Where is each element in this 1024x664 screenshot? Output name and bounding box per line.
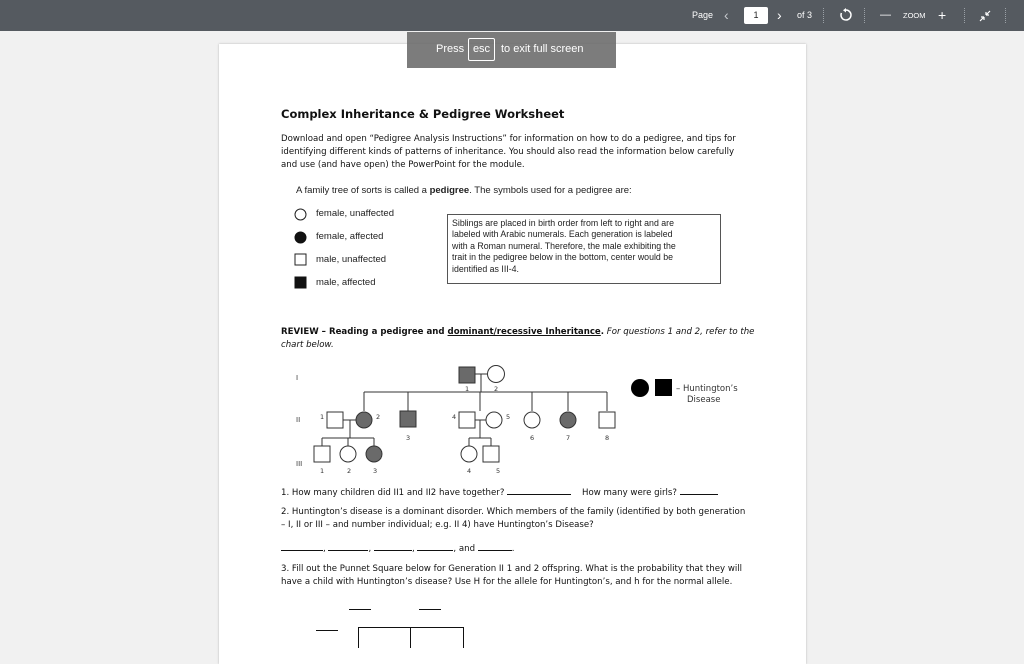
pedigree-III-1	[314, 446, 330, 462]
pedigree-III-2	[340, 446, 356, 462]
pedigree-number: 4	[467, 467, 472, 475]
viewer-toolbar	[0, 0, 1024, 31]
answer-blank[interactable]	[680, 485, 718, 495]
symbol-label: female, unaffected	[316, 208, 394, 219]
pedigree-I-1	[459, 367, 475, 383]
legend-affected-female	[631, 379, 649, 397]
pedigree-chart	[280, 360, 750, 480]
exit-fullscreen-icon[interactable]	[979, 9, 991, 27]
gen-label: III	[296, 460, 303, 468]
fullscreen-exit-banner: Press esc to exit full screen	[407, 32, 616, 68]
question-2-answers: , , , , and .	[281, 541, 515, 556]
answer-blank[interactable]	[507, 485, 571, 495]
toolbar-divider	[823, 8, 825, 23]
answer-blank[interactable]	[374, 541, 412, 551]
pedigree-II-8	[599, 412, 615, 428]
pedigree-term: pedigree	[429, 185, 470, 196]
zoom-in-button[interactable]: +	[938, 7, 947, 23]
female-affected-symbol	[294, 231, 307, 249]
pedigree-number: 7	[566, 434, 571, 442]
gen-label: II	[296, 416, 301, 424]
next-page-button[interactable]: ›	[777, 7, 782, 23]
pedigree-III-5	[483, 446, 499, 462]
pedigree-number: 5	[496, 467, 501, 475]
legend-label: – Huntington’s	[676, 384, 738, 394]
answer-blank[interactable]	[478, 541, 512, 551]
pedigree-number: 4	[452, 413, 457, 421]
pedigree-number: 3	[406, 434, 411, 442]
total-pages: of 3	[797, 10, 813, 20]
male-unaffected-symbol	[294, 253, 307, 271]
pedigree-number: 2	[376, 413, 381, 421]
prev-page-button[interactable]: ‹	[724, 7, 729, 23]
legend-affected-male	[655, 379, 672, 396]
rotate-icon[interactable]	[839, 8, 853, 27]
punnett-allele-blank[interactable]	[349, 609, 371, 610]
pedigree-II-3	[400, 411, 416, 427]
pedigree-II-2	[356, 412, 372, 428]
male-affected-symbol	[294, 276, 307, 294]
page-number-input[interactable]: 1	[744, 7, 768, 24]
symbol-label: male, unaffected	[316, 254, 387, 265]
zoom-out-button[interactable]: —	[880, 9, 891, 21]
pedigree-number: 1	[320, 413, 325, 421]
toolbar-divider	[964, 8, 966, 23]
pedigree-number: 3	[373, 467, 378, 475]
pedigree-II-7	[560, 412, 576, 428]
toolbar-divider	[1005, 8, 1007, 23]
esc-key-label: esc	[468, 38, 495, 61]
punnett-square	[358, 627, 464, 648]
question-2: 2. Huntington’s disease is a dominant disorder. Which members of the family (identified by both generation – I, II or III – and number individual; e.g. II 4) have Huntington’s Disease?	[281, 507, 746, 530]
pedigree-III-3	[366, 446, 382, 462]
worksheet-title: Complex Inheritance & Pedigree Worksheet	[281, 107, 565, 121]
pedigree-number: 2	[494, 385, 499, 393]
gen-label: I	[296, 374, 299, 382]
review-heading: REVIEW – Reading a pedigree and dominant/recessive Inheritance. For questions 1 and 2, refer to the chart below.	[281, 327, 755, 350]
pedigree-number: 1	[465, 385, 470, 393]
siblings-info-box: Siblings are placed in birth order from left to right and are labeled with Arabic numerals. Each generation is labeled with a Roman numeral. Therefore, the male exhibiting the trait in the pedigree below in the bottom, center would be identified as III-4.	[447, 214, 721, 284]
page-label: Page	[692, 10, 714, 20]
intro-paragraph	[281, 133, 736, 172]
symbol-label: male, affected	[316, 277, 376, 288]
pedigree-number: 5	[506, 413, 511, 421]
pedigree-number: 1	[320, 467, 325, 475]
answer-blank[interactable]	[281, 541, 323, 551]
punnett-allele-blank[interactable]	[419, 609, 441, 610]
intro-line: and use (and have open) the PowerPoint for the module.	[281, 160, 525, 170]
question-3: 3. Fill out the Punnet Square below for Generation II 1 and 2 offspring. What is the probability that they will have a child with Huntington’s disease? Use H for the allele for Huntington’s, and h for the normal allele.	[281, 564, 743, 587]
pedigree-number: 2	[347, 467, 352, 475]
symbol-label: female, affected	[316, 231, 384, 242]
pedigree-II-4	[459, 412, 475, 428]
intro-line: identifying different kinds of patterns of inheritance. You should also read the information below carefully	[281, 147, 735, 157]
pedigree-I-2	[488, 366, 505, 383]
question-1: 1. How many children did II1 and II2 have together? How many were girls?	[281, 485, 718, 500]
legend-label: Disease	[687, 395, 721, 405]
toolbar-divider	[864, 8, 866, 23]
answer-blank[interactable]	[328, 541, 368, 551]
pedigree-II-5	[486, 412, 502, 428]
pedigree-number: 8	[605, 434, 610, 442]
pedigree-definition: A family tree of sorts is called a pedigree. The symbols used for a pedigree are:	[296, 185, 632, 196]
female-unaffected-symbol	[294, 208, 307, 226]
pedigree-III-4	[461, 446, 477, 462]
punnett-allele-blank[interactable]	[316, 630, 338, 631]
answer-blank[interactable]	[417, 541, 453, 551]
pedigree-number: 6	[530, 434, 535, 442]
intro-line: Download and open “Pedigree Analysis Instructions” for information on how to do a pedigree, and tips for	[281, 134, 736, 144]
pedigree-II-1	[327, 412, 343, 428]
pedigree-II-6	[524, 412, 540, 428]
zoom-label: ZOOM	[903, 11, 926, 20]
